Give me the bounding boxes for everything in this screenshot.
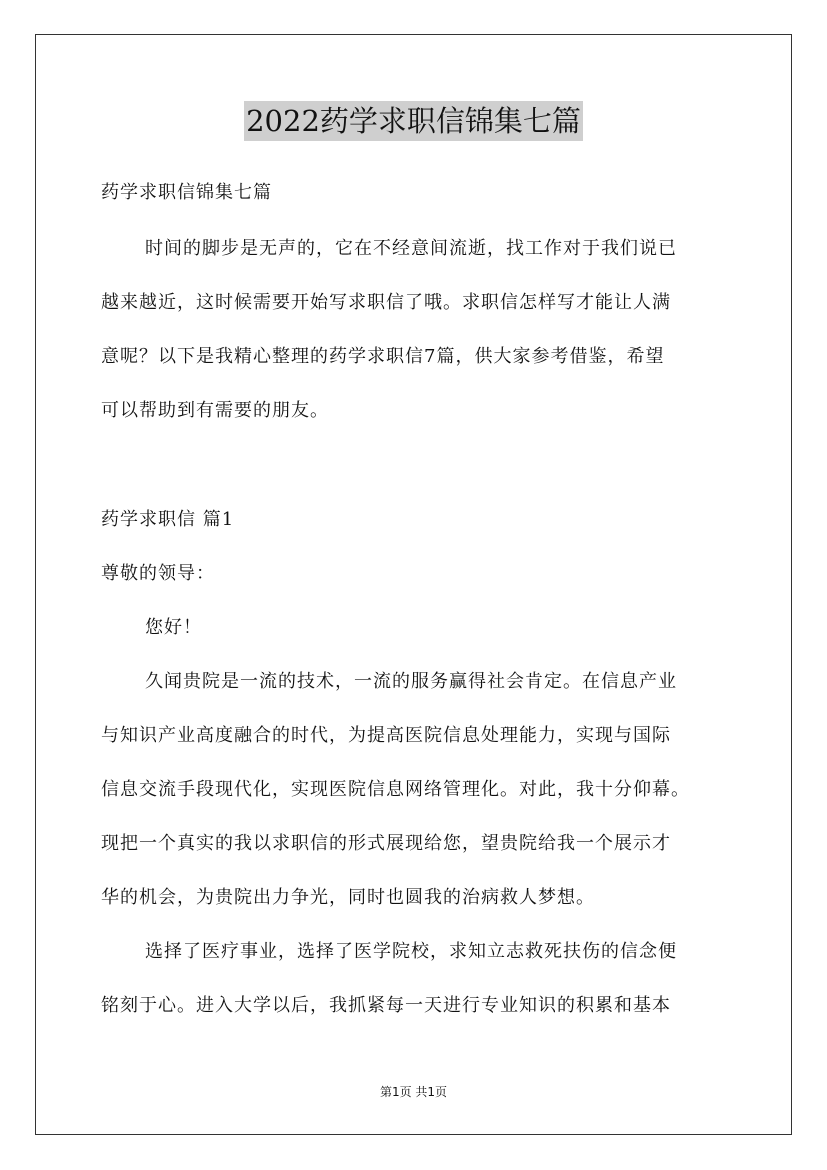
para1-line-2: 与知识产业高度融合的时代，为提高医院信息处理能力，实现与国际 [101, 725, 671, 746]
para1-line-1: 久闻贵院是一流的技术，一流的服务赢得社会肯定。在信息产业 [145, 671, 677, 692]
para2-line-2: 铭刻于心。进入大学以后，我抓紧每一天进行专业知识的积累和基本 [101, 995, 671, 1016]
para2-line-1: 选择了医疗事业，选择了医学院校，求知立志救死扶伤的信念便 [145, 941, 677, 962]
salutation: 尊敬的领导： [101, 563, 215, 584]
subheading: 药学求职信锦集七篇 [101, 182, 272, 203]
page-footer: 第1页 共1页 [379, 1085, 448, 1099]
para1-line-5: 华的机会，为贵院出力争光，同时也圆我的治病救人梦想。 [101, 887, 595, 908]
para1-line-3: 信息交流手段现代化，实现医院信息网络管理化。对此，我十分仰幕。 [101, 779, 690, 800]
document-title-text: 2022药学求职信锦集七篇 [244, 101, 583, 141]
intro-line-2: 越来越近，这时候需要开始写求职信了哦。求职信怎样写才能让人满 [101, 292, 671, 313]
section-title: 药学求职信 篇1 [101, 509, 235, 530]
document-title [0, 101, 827, 141]
intro-line-1: 时间的脚步是无声的，它在不经意间流逝，找工作对于我们说已 [145, 238, 677, 259]
intro-line-3: 意呢？以下是我精心整理的药学求职信7篇，供大家参考借鉴，希望 [101, 346, 665, 367]
para1-line-4: 现把一个真实的我以求职信的形式展现给您，望贵院给我一个展示才 [101, 833, 671, 854]
greeting: 您好！ [145, 617, 202, 638]
intro-line-4: 可以帮助到有需要的朋友。 [101, 400, 329, 421]
